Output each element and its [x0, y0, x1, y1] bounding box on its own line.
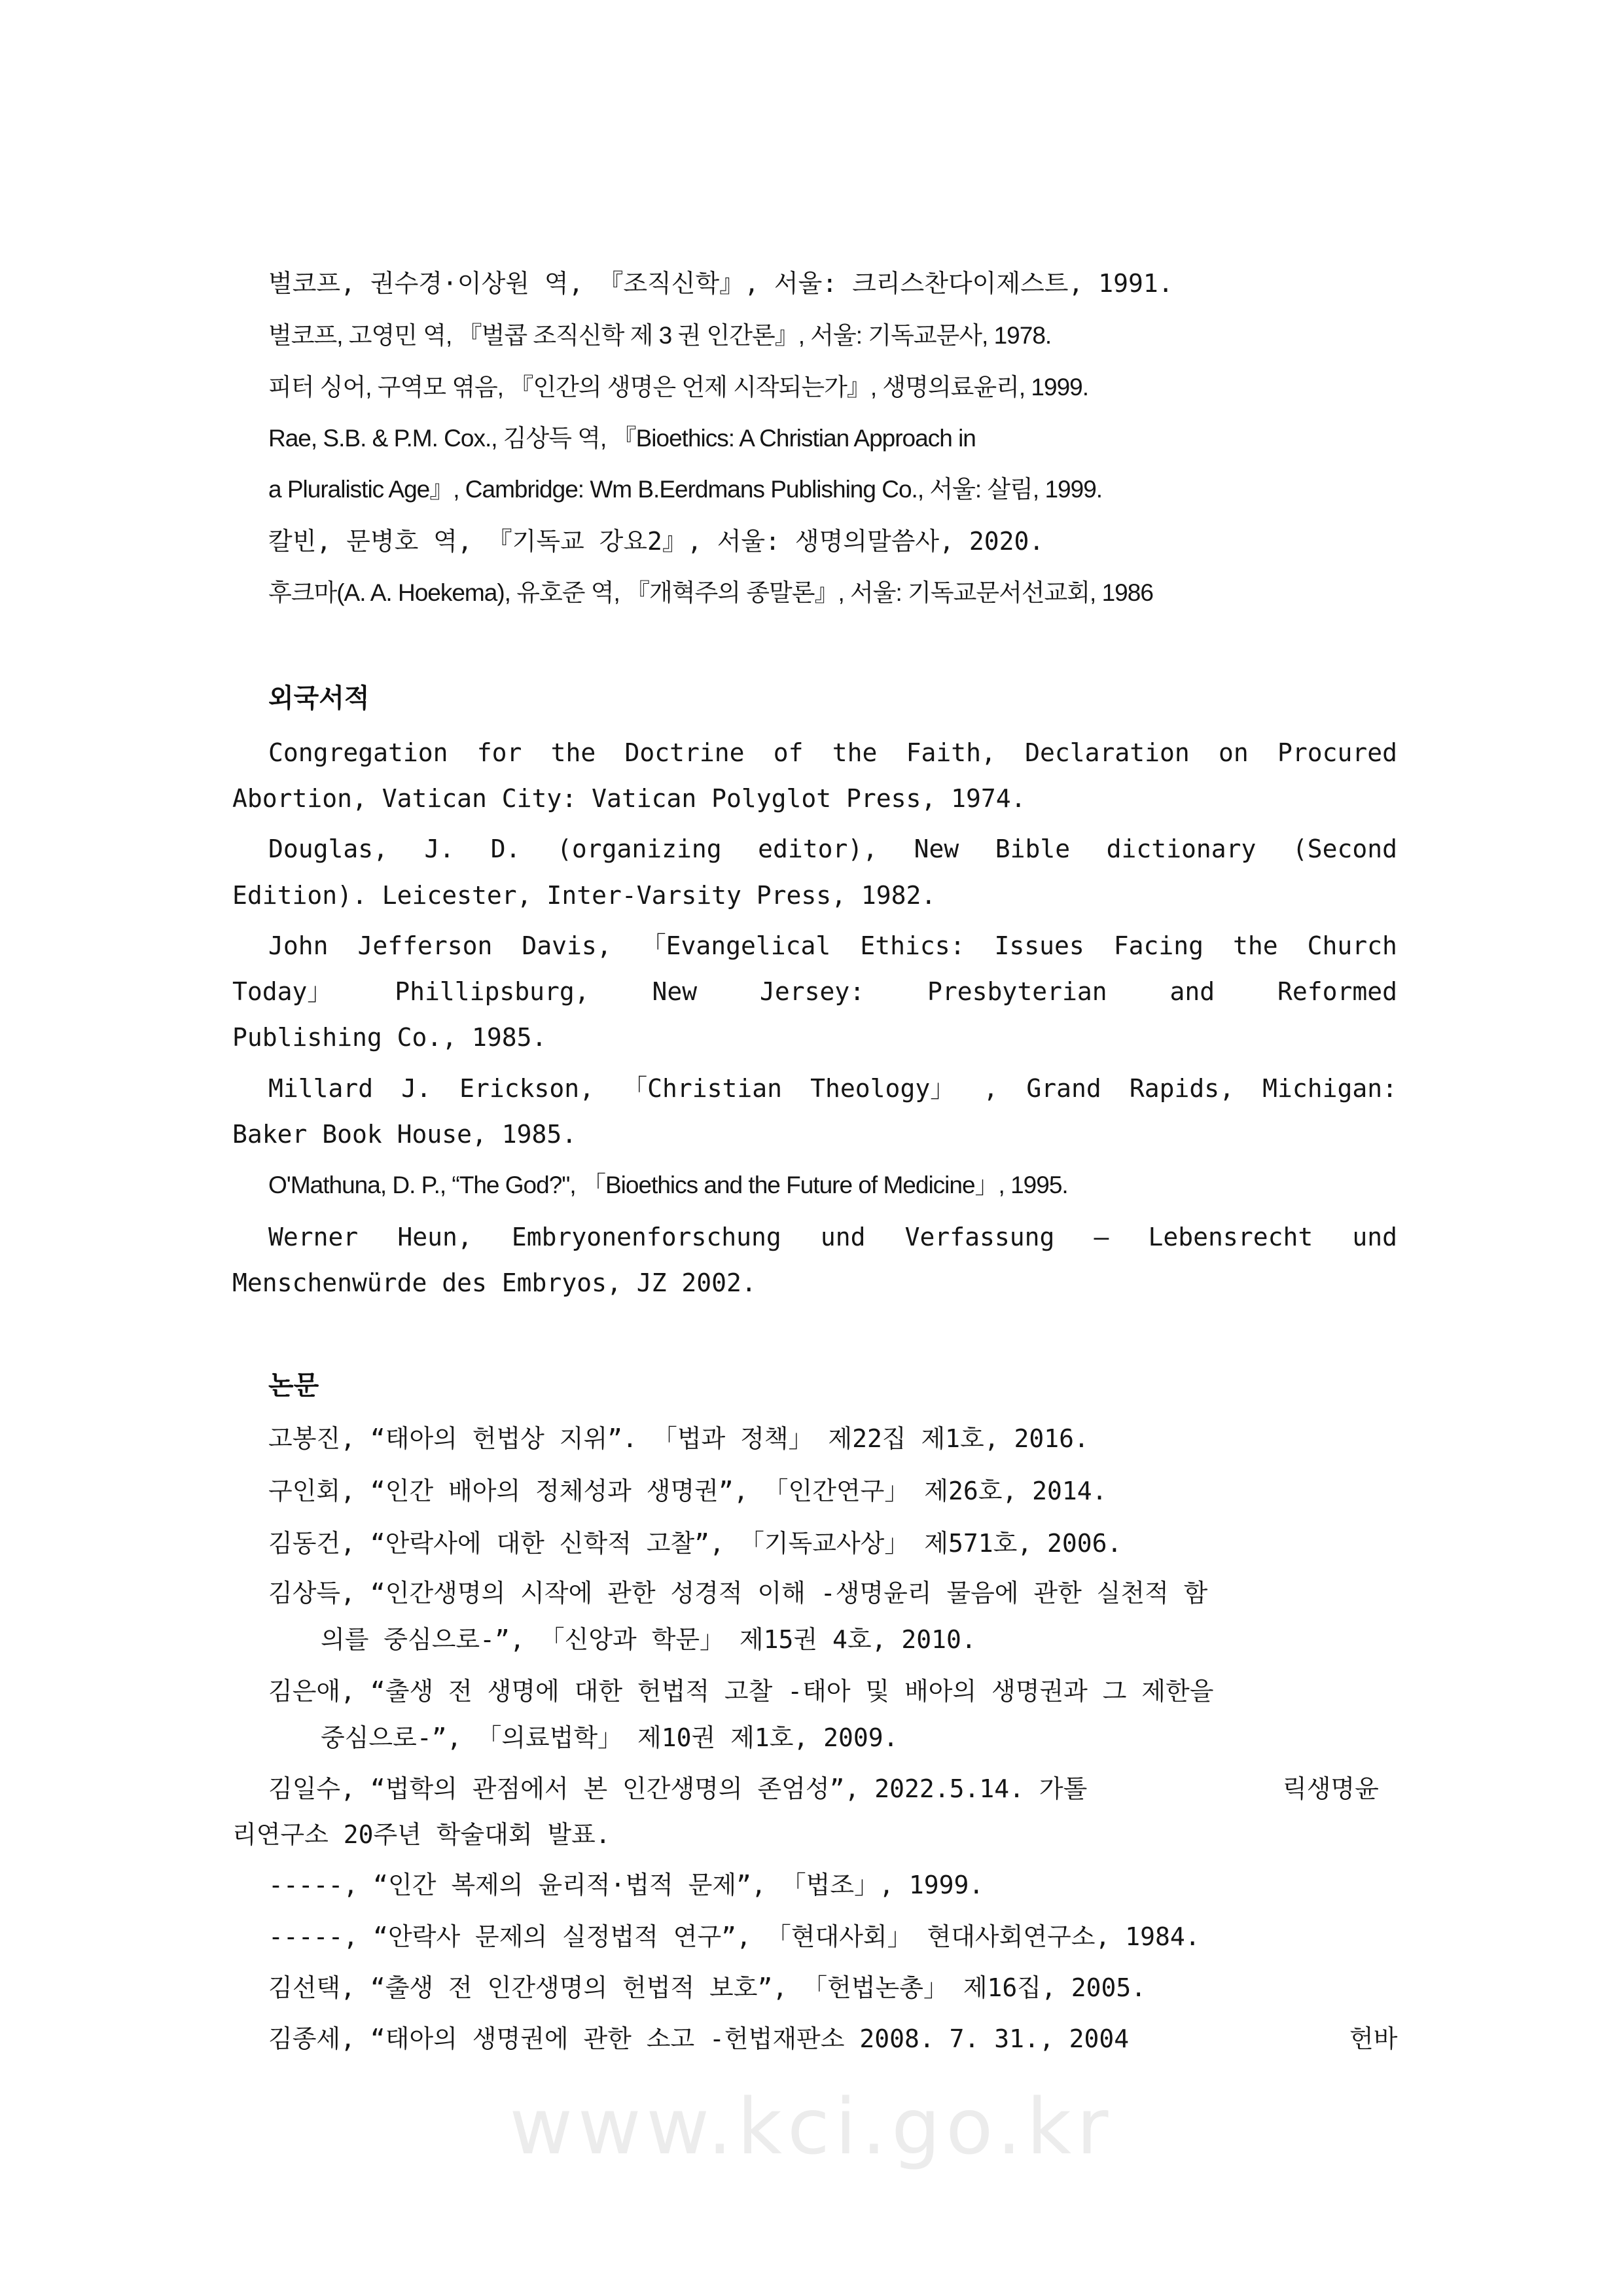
reference-korean-2: 벌코프, 고영민 역, 『벌콥 조직신학 제 3 권 인간론』, 서울: 기독교문사, 1978.	[268, 322, 1052, 349]
reference-korean-5: 칼빈, 문병호 역, 『기독교 강요2』, 서울: 생명의말씀사, 2020.	[268, 527, 1044, 556]
reference-paper-6-line2: 리연구소 20주년 학술대회 발표.	[232, 1820, 611, 1849]
reference-paper-10: 김종세, “태아의 생명권에 관한 소고 -헌법재판소 2008. 7. 31., 2004	[268, 2024, 1130, 2053]
reference-korean-6: 후크마(A. A. Hoekema), 유호준 역, 『개혁주의 종말론』, 서울: 기독교문서선교회, 1986	[268, 579, 1153, 606]
reference-foreign-6-line1: Werner Heun, Embryonenforschung und Verfassung – Lebensrecht und	[268, 1223, 1397, 1251]
reference-foreign-3-line1: John Jefferson Davis, 「Evangelical Ethics: Issues Facing the Church	[268, 931, 1397, 960]
reference-foreign-5: O'Mathuna, D. P., “The God?", 「Bioethics and the Future of Medicine」, 1995.	[268, 1172, 1068, 1198]
reference-foreign-1-line1: Congregation for the Doctrine of the Faith, Declaration on Procured	[268, 738, 1397, 767]
reference-paper-4-line2: 의를 중심으로-”, 「신앙과 학문」 제15권 4호, 2010.	[321, 1625, 976, 1654]
reference-foreign-2-line2: Edition). Leicester, Inter-Varsity Press, 1982.	[232, 881, 936, 910]
reference-korean-3: 피터 싱어, 구역모 엮음, 『인간의 생명은 언제 시작되는가』, 생명의료윤리, 1999.	[268, 374, 1089, 401]
reference-foreign-4-line2: Baker Book House, 1985.	[232, 1120, 577, 1149]
reference-paper-10-end: 헌바	[1349, 2024, 1398, 2053]
reference-paper-5-line1: 김은애, “출생 전 생명에 대한 헌법적 고찰 -태아 및 배아의 생명권과 그 제한을	[268, 1677, 1214, 1706]
reference-paper-6-line1: 김일수, “법학의 관점에서 본 인간생명의 존엄성”, 2022.5.14. 가톨	[268, 1774, 1088, 1803]
reference-foreign-3-line2: Today」 Phillipsburg, New Jersey: Presbyterian and Reformed	[232, 977, 1397, 1006]
reference-foreign-1-line2: Abortion, Vatican City: Vatican Polyglot Press, 1974.	[232, 784, 1026, 813]
reference-korean-4-line2: a Pluralistic Age』, Cambridge: Wm B.Eerdmans Publishing Co., 서울: 살림, 1999.	[268, 476, 1103, 503]
reference-paper-2: 구인회, “인간 배아의 정체성과 생명권”, 「인간연구」 제26호, 2014.	[268, 1477, 1107, 1505]
reference-paper-9: 김선택, “출생 전 인간생명의 헌법적 보호”, 「헌법논총」 제16집, 2005.	[268, 1973, 1147, 2002]
reference-paper-8: -----, “안락사 문제의 실정법적 연구”, 「현대사회」 현대사회연구소, 1984.	[268, 1922, 1200, 1951]
reference-foreign-2-line1: Douglas, J. D. (organizing editor), New Bible dictionary (Second	[268, 834, 1397, 863]
reference-foreign-3-line3: Publishing Co., 1985.	[232, 1023, 547, 1052]
reference-paper-4-line1: 김상득, “인간생명의 시작에 관한 성경적 이해 -생명윤리 물음에 관한 실천적 함	[268, 1579, 1208, 1607]
watermark: www.kci.go.kr	[509, 2081, 1114, 2172]
reference-korean-1: 벌코프, 권수경·이상원 역, 『조직신학』, 서울: 크리스찬다이제스트, 1991.	[268, 269, 1173, 298]
reference-foreign-6-line2: Menschenwürde des Embryos, JZ 2002.	[232, 1268, 757, 1297]
section-heading-papers: 논문	[268, 1371, 319, 1401]
section-heading-foreign: 외국서적	[268, 683, 370, 713]
reference-paper-7: -----, “인간 복제의 윤리적·법적 문제”, 「법조」, 1999.	[268, 1871, 984, 1899]
reference-korean-4-line1: Rae, S.B. & P.M. Cox., 김상득 역, 『Bioethics: A Christian Approach in	[268, 425, 976, 452]
reference-foreign-4-line1: Millard J. Erickson, 「Christian Theology」 , Grand Rapids, Michigan:	[268, 1074, 1397, 1103]
reference-paper-5-line2: 중심으로-”, 「의료법학」 제10권 제1호, 2009.	[321, 1723, 899, 1752]
reference-paper-3: 김동건, “안락사에 대한 신학적 고찰”, 「기독교사상」 제571호, 2006.	[268, 1529, 1122, 1558]
reference-paper-6-line1-end: 릭생명윤	[1283, 1774, 1379, 1803]
reference-paper-1: 고봉진, “태아의 헌법상 지위”. 「법과 정책」 제22집 제1호, 2016.	[268, 1424, 1089, 1453]
